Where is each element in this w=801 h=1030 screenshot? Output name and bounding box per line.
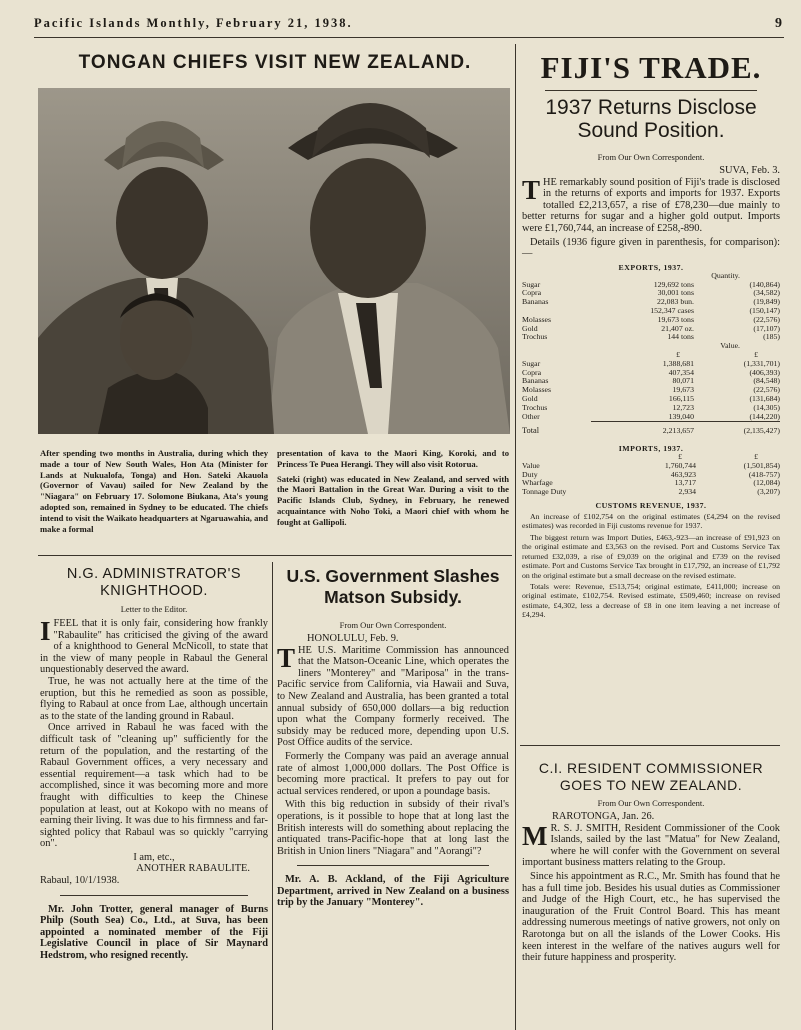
export-qty-prev: (17,107) [753,323,780,333]
pound-sign-3: £ [678,452,683,462]
export-qty-qty: 144 tons [667,332,694,342]
fiji-article [522,152,780,620]
ng-signature: ANOTHER RABAULITE. [136,863,250,875]
tongan-caption-right-p1: presentation of kava to the Maori King, Koroki, and to Princess Te Puea Herangi. They will also visit Rotorua. [277,448,509,469]
export-val-prev: (22,576) [753,385,780,395]
section-rule-tongan [38,555,512,556]
fiji-para2: Details (1936 figure given in parenthesis, for comparison):— [522,236,780,260]
fiji-para1-text: HE remarkably sound position of Fiji's trade is disclosed in the returns of exports and imports for 1937. Exports totalled £2,213,657, a rise of £78,230—due mainly to better returns for sugar and a higher gold output. Imports were £1,760,744, an increase of £258,-890. [522,176,780,234]
export-val-prev: (1,331,701) [743,358,780,368]
us-article [277,620,509,909]
import-row [522,471,780,480]
export-qty-row [522,316,780,325]
ci-article [522,798,780,964]
fiji-byline: From Our Own Correspondent. [597,152,705,162]
ci-headline: C.I. RESIDENT COMMISSIONER GOES TO NEW ZEALAND. [538,760,764,793]
import-prev: (418-757) [748,469,780,479]
export-val-item: Sugar [522,358,541,368]
us-para3: With this big reduction in subsidy of their rival's operations, is it possible to hope that at long last the British interests will do something about replacing the antiquated trans-Pacific-hope that at long last the British in Union liners "Niagara" and "Aorangi"? [277,799,509,857]
import-val: 13,717 [674,478,697,488]
photo-illustration [38,88,510,434]
ng-signoff: I am, etc., [133,851,175,863]
masthead [34,16,784,38]
us-headline: U.S. Government Slashes Matson Subsidy. [286,566,500,607]
export-val-row [522,413,780,422]
export-qty-item: Sugar [522,279,541,289]
customs-para3: Totals were: Revenue, £513,754; original estimate, £411,000; increase on original estimate, £102,754. Revised estimate, £509,460; increase on revised estimate, £4,302, less a decrease of £8 in one item leaving a net increase of £4,294. [522,581,780,620]
export-qty-item: Copra [522,288,542,298]
section-rule-fiji [520,745,780,746]
export-val-row [522,386,780,395]
export-val-prev: (406,393) [749,367,780,377]
exports-title: EXPORTS, 1937. [618,262,684,272]
pound-sign-4: £ [754,452,758,462]
export-val-val: 80,071 [672,376,694,386]
export-qty-prev: (34,582) [753,288,780,298]
ci-para2: Since his appointment as R.C., Mr. Smith has found that he has a full time job. Besides his usual duties as Commissioner and Judge of the High Court, etc., he has supervised the inauguration of the Fruit Control Board. This has meant addressing numerous meetings of native growers, not only on Rarotonga but on all the islands of the Lower Cooks. His keen interest in the welfare of the natives augurs well for their future happiness and prosperity. [522,870,780,964]
import-item: Tonnage Duty [522,487,567,497]
import-prev: (3,207) [757,487,780,497]
export-val-row [522,369,780,378]
fiji-dropcap: T [522,174,541,205]
export-val-val: 407,354 [668,367,694,377]
ci-byline: From Our Own Correspondent. [597,798,705,808]
total-value: 2,213,657 [591,422,694,436]
import-val: 463,923 [670,469,697,479]
import-prev: (12,084) [753,478,780,488]
quantity-label: Quantity. [711,270,740,280]
ng-headline: N.G. ADMINISTRATOR'S KNIGHTHOOD. [66,566,242,599]
export-val-item: Copra [522,367,542,377]
ng-trotter-note: Mr. John Trotter, general manager of Burns Philp (South Sea) Co., Ltd., at Suva, has been appointed a nominated member of the Fiji Legislative Council in place of Sir Maynard Hedstrom, who resigned recently. [40,903,268,962]
ng-article [40,604,268,962]
import-prev: (1,501,854) [743,460,780,470]
export-qty-item: Bananas [522,297,549,307]
export-qty-qty: 21,407 oz. [661,323,694,333]
import-val: 2,934 [678,487,697,497]
masthead-rule [34,37,784,38]
exports-quantity-table [522,272,780,436]
export-val-row [522,404,780,413]
ci-dropcap: M [522,820,548,851]
column-rule-left [272,562,273,1030]
export-qty-qty: 30,001 tons [657,288,694,298]
customs-title: CUSTOMS REVENUE, 1937. [595,501,707,511]
exports-total-row [522,422,780,436]
export-val-item: Bananas [522,376,549,386]
ng-byline: Letter to the Editor. [120,604,188,614]
export-qty-item: Trochus [522,332,548,342]
export-val-val: 1,388,681 [662,358,694,368]
value-label: Value. [720,341,740,351]
export-val-item: Other [522,411,540,421]
ng-para1 [40,618,268,676]
customs-para2: The biggest return was Import Duties, £463,-923—an increase of £91,923 on the original estimate and £3,563 on the revised. Port and Customs Service Tax returned £32,039, a rise of £9,039 on the original and £739 on the revised estimate. Port and Customs Service Tax brought in £17,792, an increase of £1,792 on the original estimate but a small decrease on the revised estimate. [522,532,780,580]
export-qty-qty: 19,673 tons [657,314,694,324]
imports-table [522,453,780,497]
fiji-headline-rule [545,90,757,91]
export-val-prev: (131,684) [749,393,780,403]
import-row [522,462,780,471]
ci-para1 [522,820,780,869]
fiji-dateline: SUVA, Feb. 3. [719,165,780,176]
export-qty-item: Molasses [522,314,552,324]
fiji-subhead: 1937 Returns Disclose Sound Position. [545,96,757,142]
export-qty-prev: (19,849) [753,297,780,307]
export-val-val: 139,040 [668,411,694,421]
fiji-headline: FIJI'S TRADE. [540,50,762,85]
us-para1 [277,642,509,749]
ng-para2: True, he was not actually here at the time of the eruption, but this he remedied as soon as possible, flying to Rabaul at once from Lae, although uncertain as to the state of the landing ground in Rabaul. [40,675,268,722]
export-qty-item: Gold [522,323,538,333]
us-byline: From Our Own Correspondent. [339,620,447,630]
export-val-item: Trochus [522,402,548,412]
export-qty-row [522,333,780,342]
import-row [522,488,780,497]
us-ackland-note: Mr. A. B. Ackland, of the Fiji Agriculture Department, arrived in New Zealand on a business trip by the January "Monterey". [277,874,509,909]
ng-para3: Once arrived in Rabaul he was faced with the difficult task of "cleaning up" sufficiently for the return of the population, and the restarting of the Rabaul Government offices, a very necessary and essential requirement—a task which had to be accomplished, since it was becoming more and more fraught with difficulties to keep the Chinese population at least, out at Kokopo with no means of earning their living. It was due to his firmness and far-sighted policy that Rabaul was so quickly "carrying on". [40,722,268,850]
customs-para1: An increase of £102,754 on the original estimates (£4,294 on the revised estimates) was recorded in Fiji customs revenue for 1937. [522,512,780,531]
export-qty-row [522,307,780,316]
export-val-val: 166,115 [668,393,694,403]
ci-para1-text: R. S. J. SMITH, Resident Commissioner of the Cook Islands, sailed by the last "Matua" for New Zealand, where he will confer with the Government on several important business matters relating to the Group. [522,822,780,869]
total-label: Total [522,426,540,436]
total-prev: (2,135,427) [694,422,780,436]
us-dateline: HONOLULU, Feb. 9. [307,633,399,644]
tongan-chiefs-photo [38,88,510,434]
us-para1-text: HE U.S. Maritime Commission has announced that the Matson-Oceanic Line, which operates the liners "Monterey" and "Mariposa" in the trans-Pacific service from California, via Hawaii and Suva, to New Zealand and Australia, has been granted a total annual subsidy of 650,000 dollars—a big reduction upon what the Company formerly received. The subsidy may be reduced more, depending upon U.S. Post Office audits of the service. [277,644,509,749]
export-val-item: Gold [522,393,538,403]
ng-divider [60,895,248,896]
export-qty-row [522,281,780,290]
export-qty-qty: 129,692 tons [653,279,694,289]
column-rule-right [515,44,516,1030]
fiji-para1 [522,174,780,235]
export-qty-prev: (140,864) [749,279,780,289]
import-item: Value [522,460,540,470]
ng-dropcap: I [40,616,51,646]
export-val-row [522,360,780,369]
imports-title: IMPORTS, 1937. [618,444,684,454]
ci-dateline: RAROTONGA, Jan. 26. [552,811,655,822]
export-val-row [522,395,780,404]
export-qty-row [522,325,780,334]
tongan-caption-right-p2: Sateki (right) was educated in New Zealand, and served with the Maori Battalion in the Great War. During a visit to the Pacific Islands Club, Sydney, in February, he renewed acquaintance with Noho Toki, a Maori chief with whom he fought at Gallipoli. [277,473,509,527]
tongan-caption-left: After spending two months in Australia, during which they made a tour of New South Wales, Hon Ata (Minister for Lands at Nukualofa, Tonga) and Hon. Sateki Akauola (Governor of Vavau) sailed for New Zealand by the "Niagara" on February 17. Solomone Biukana, Ata's young adopted son, remained in Sydney to be educated. The chiefs intend to visit the Waikato headquarters at Ngaruawahia, and make a formal [40,448,268,534]
export-qty-row [522,289,780,298]
export-qty-prev: (22,576) [753,314,780,324]
us-dropcap: T [277,642,296,673]
us-divider [297,865,489,866]
import-item: Duty [522,469,538,479]
ng-para1-text: FEEL that it is only fair, considering how frankly "Rabaulite" has criticised the giving of the award of a knighthood to General McNicoll, to state that in the view of many people in Rabaul the General unquestionably deserved the award. [40,618,268,676]
export-val-row [522,377,780,386]
import-item: Wharfage [522,478,553,488]
pound-sign-2: £ [754,349,758,359]
page-number: 9 [775,16,784,31]
export-val-prev: (14,305) [753,402,780,412]
export-qty-qty: 22,083 bun. [656,297,694,307]
export-val-prev: (84,548) [753,376,780,386]
tongan-caption-right [277,448,509,528]
us-para2: Formerly the Company was paid an average annual rate of almost 1,000,000 dollars. The Post Office is becoming more practical. It prefers to pay out for actual services rendered, or upon a poundage basis. [277,750,509,797]
export-qty-qty: 152,347 cases [650,305,694,315]
ng-place-date: Rabaul, 10/1/1938. [40,875,120,887]
pound-sign-1: £ [676,349,680,359]
export-val-val: 12,723 [672,402,694,412]
export-qty-prev: (185) [763,332,780,342]
export-qty-prev: (150,147) [749,305,780,315]
tongan-headline: TONGAN CHIEFS VISIT NEW ZEALAND. [78,52,472,73]
masthead-title: Pacific Islands Monthly, February 21, 1938. [34,16,353,30]
export-val-val: 19,673 [672,385,694,395]
import-val: 1,760,744 [664,460,697,470]
export-val-item: Molasses [522,385,552,395]
export-val-prev: (144,220) [749,411,780,421]
